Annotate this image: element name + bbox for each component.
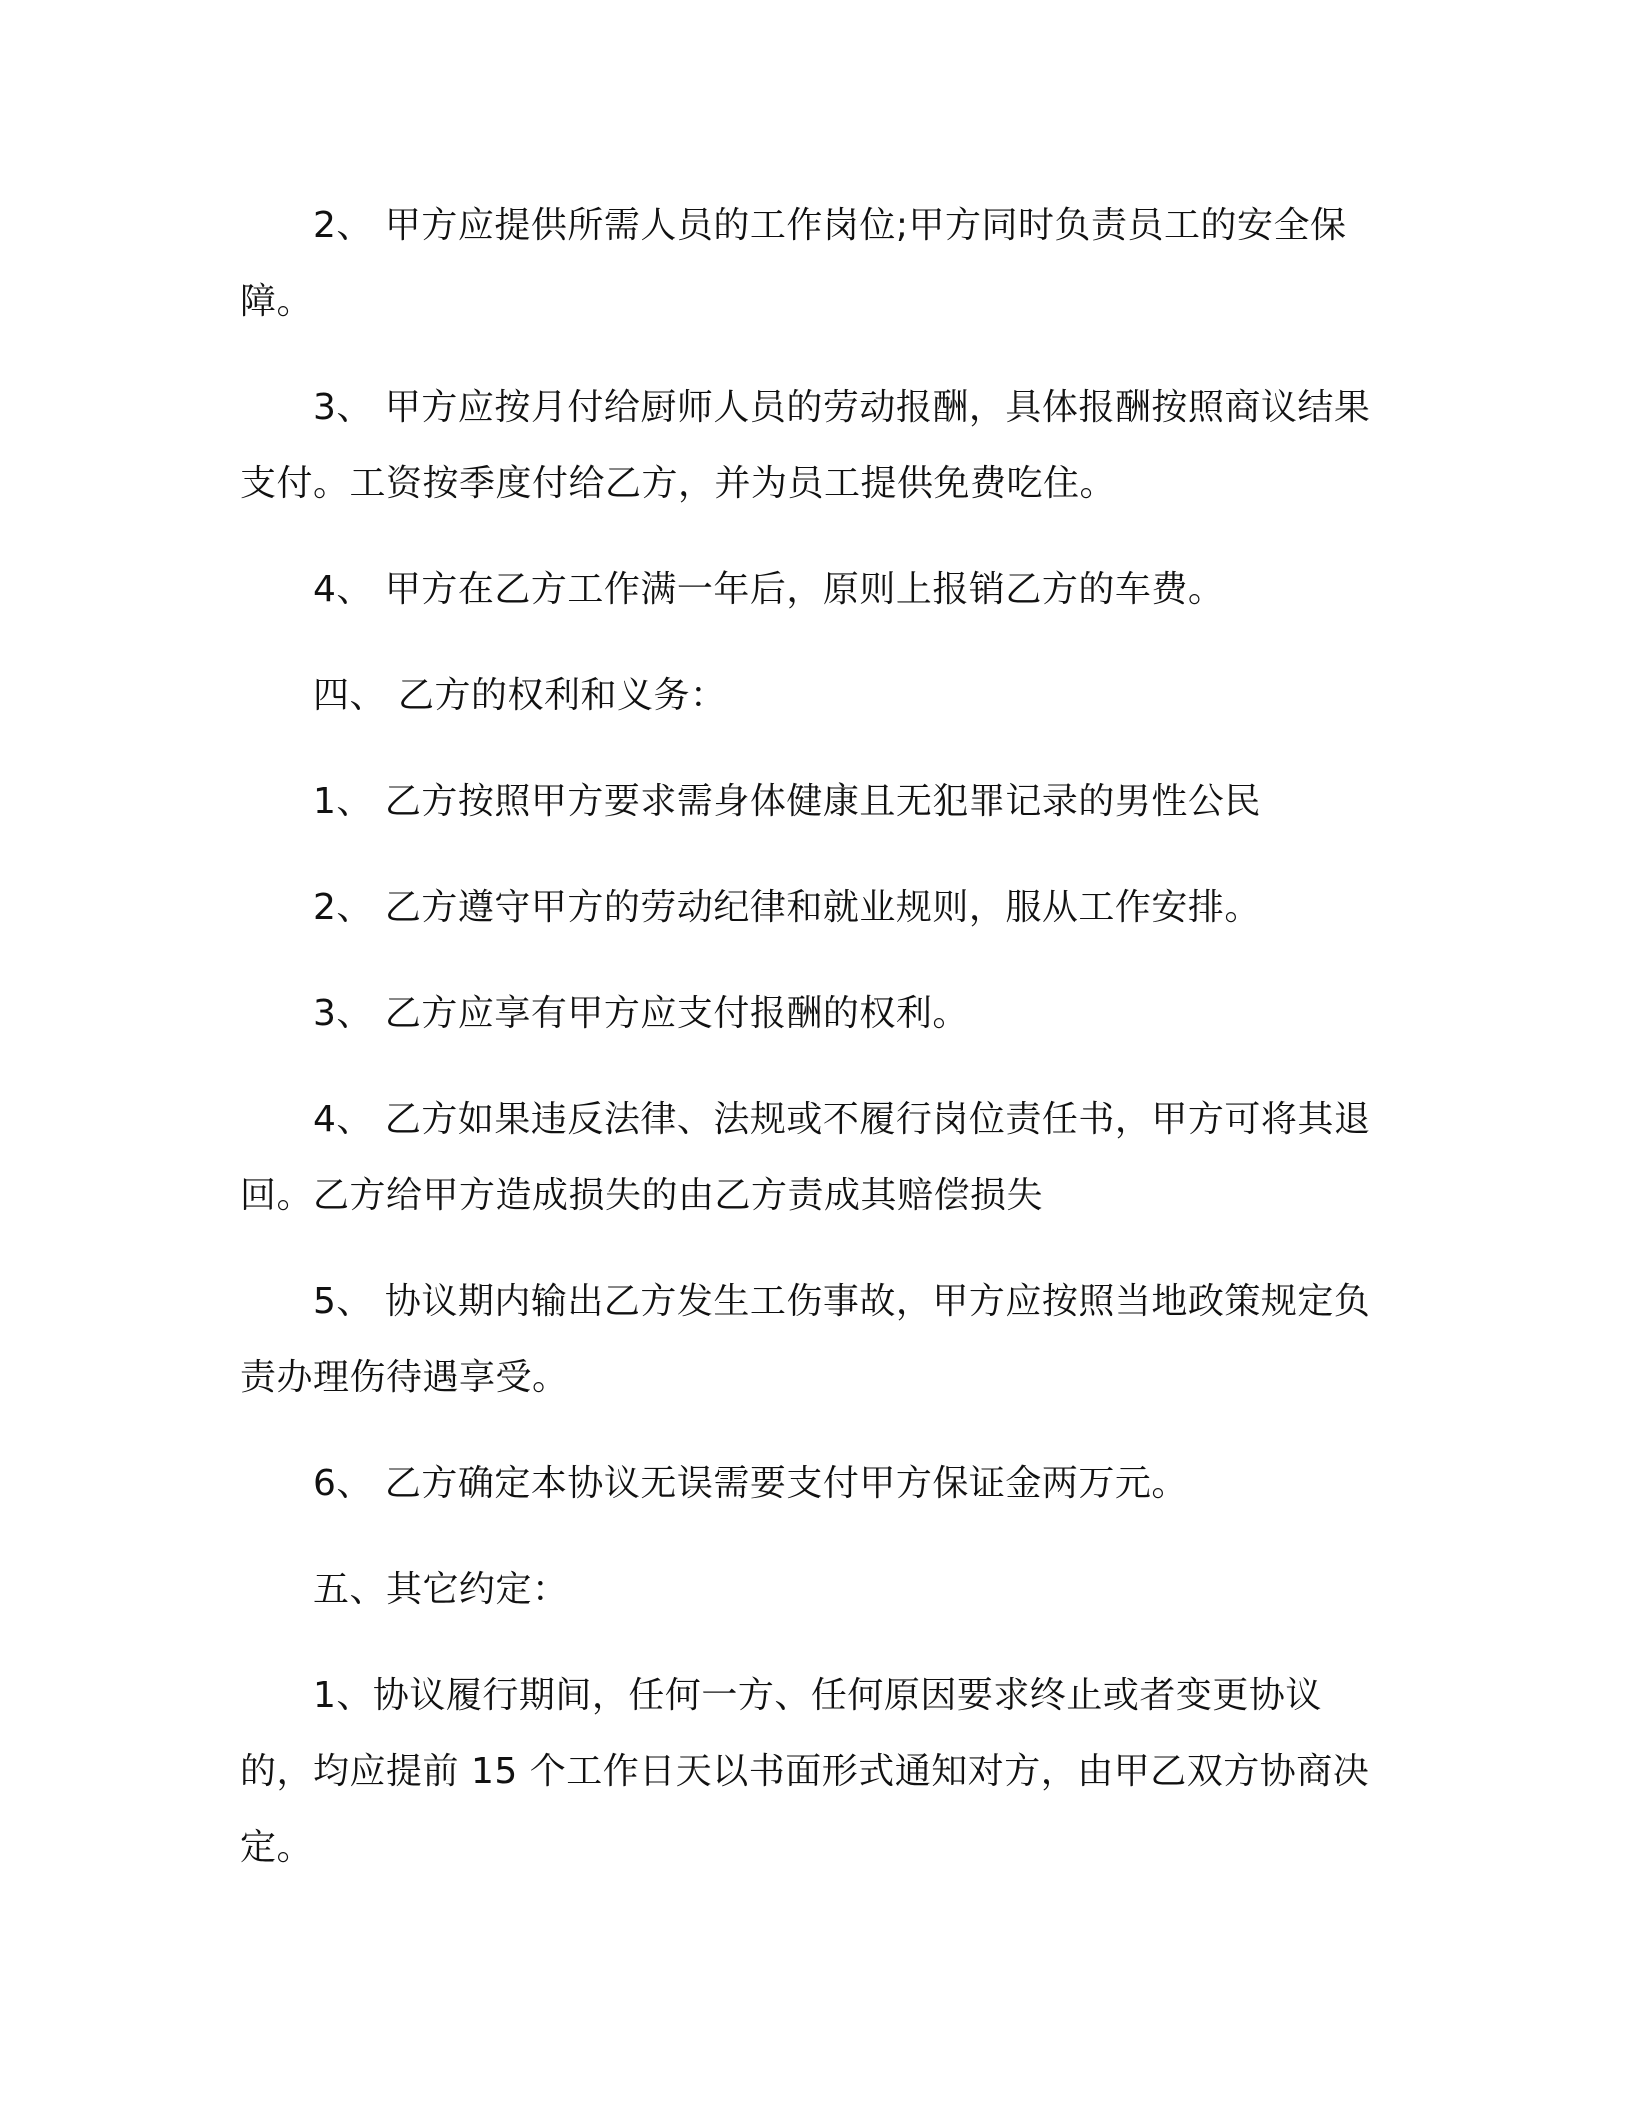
paragraph-a3: 3、 甲方应按月付给厨师人员的劳动报酬，具体报酬按照商议结果支付。工资按季度付给乙方，并为员工提供免费吃住。 [240,387,1371,504]
paragraph-b6: 6、 乙方确定本协议无误需要支付甲方保证金两万元。 [313,1463,1188,1504]
paragraph-c1: 1、协议履行期间，任何一方、任何原因要求终止或者变更协议的，均应提前 15 个工作日天以书面形式通知对方，由甲乙双方协商决定。 [240,1675,1370,1868]
paragraph-b5: 5、 协议期内输出乙方发生工伤事故，甲方应按照当地政策规定负责办理伤待遇享受。 [240,1281,1371,1398]
document-body [240,188,1392,1916]
section-heading-5: 五、其它约定： [313,1569,569,1610]
section-heading-4: 四、 乙方的权利和义务： [313,675,727,716]
paragraph-a4: 4、 甲方在乙方工作满一年后，原则上报销乙方的车费。 [313,569,1225,610]
paragraph-b4: 4、 乙方如果违反法律、法规或不履行岗位责任书，甲方可将其退回。乙方给甲方造成损失的由乙方责成其赔偿损失 [240,1099,1371,1216]
paragraph-b3: 3、 乙方应享有甲方应支付报酬的权利。 [313,993,969,1034]
paragraph-a2: 2、 甲方应提供所需人员的工作岗位;甲方同时负责员工的安全保障。 [240,205,1347,322]
paragraph-b1: 1、 乙方按照甲方要求需身体健康且无犯罪记录的男性公民 [313,781,1261,822]
paragraph-b2: 2、 乙方遵守甲方的劳动纪律和就业规则，服从工作安排。 [313,887,1261,928]
